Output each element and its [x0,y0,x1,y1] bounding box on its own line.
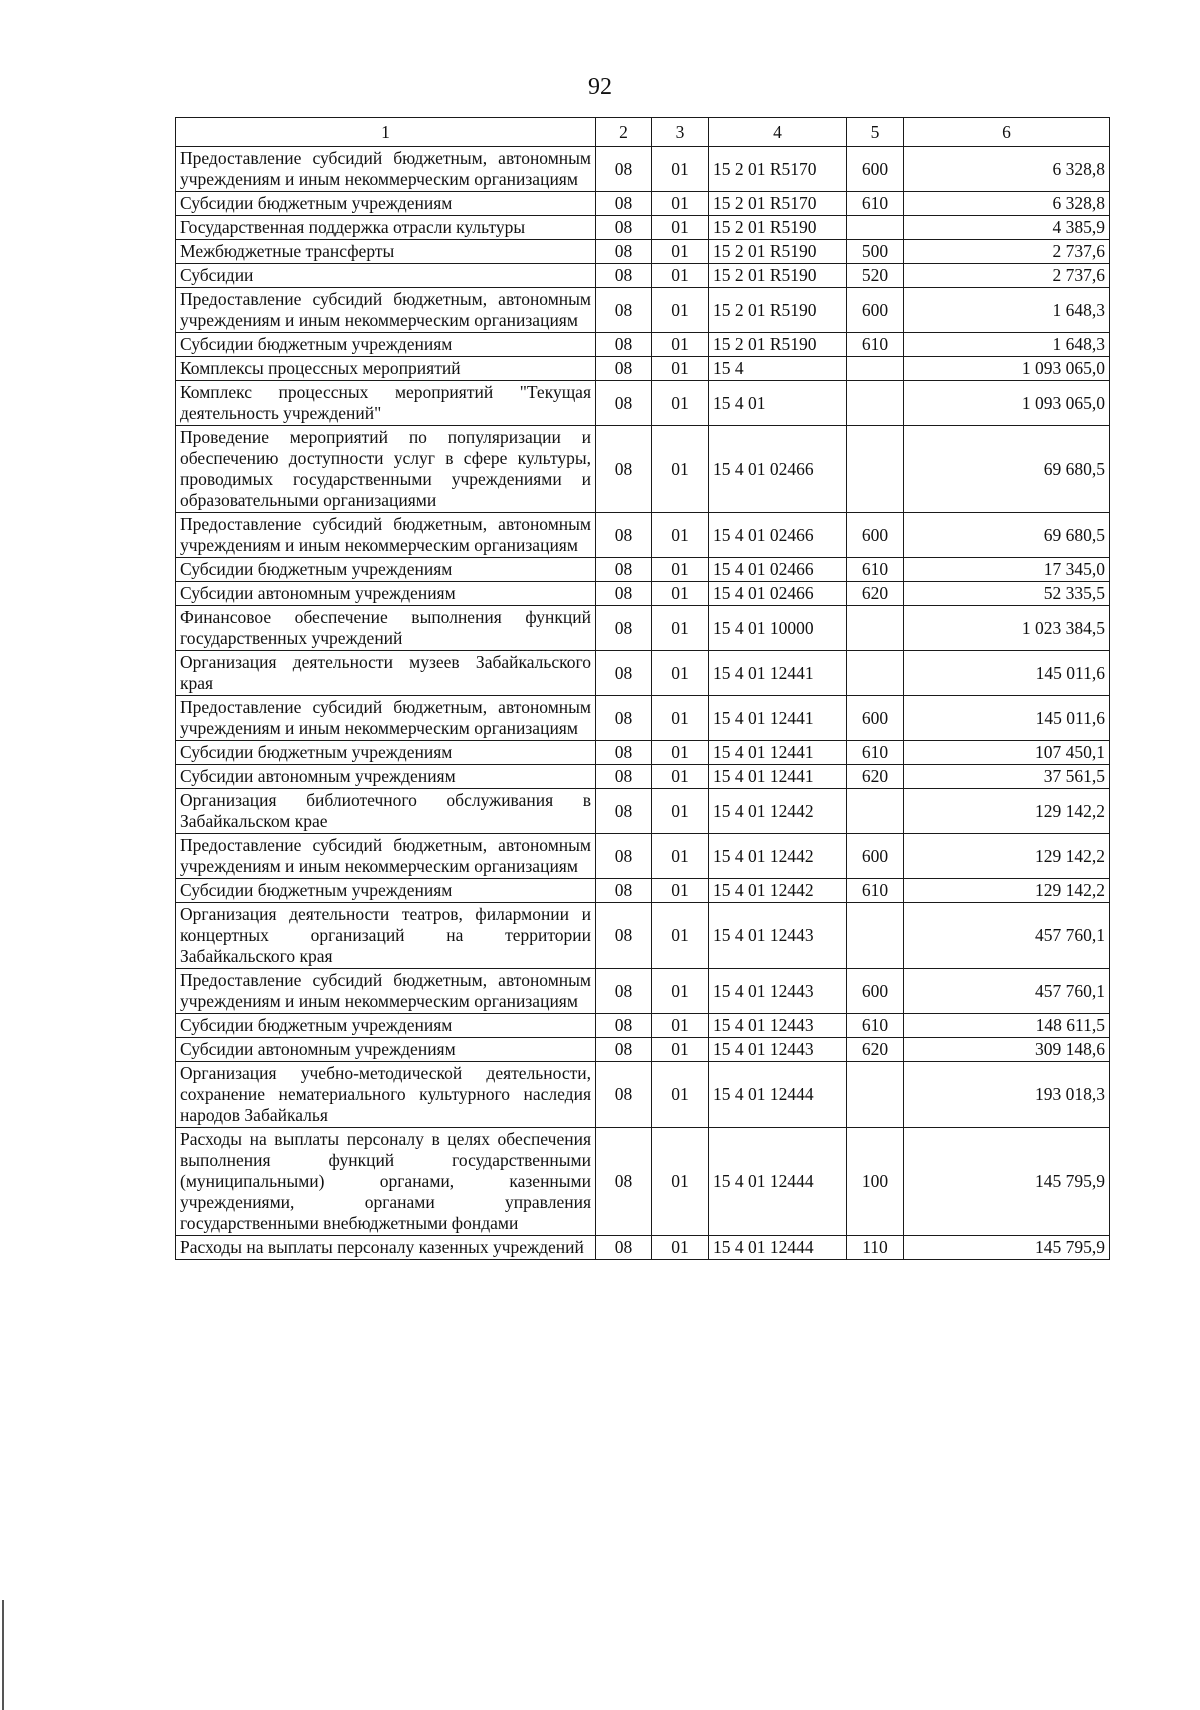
cell-expense-type [847,426,904,513]
cell-target-code: 15 4 01 02466 [709,426,847,513]
cell-subsection: 01 [652,240,709,264]
cell-section: 08 [596,147,652,192]
cell-name: Организация деятельности театров, филармонии и концертных организаций на территории Забайкальского края [176,903,596,969]
table-row [176,789,1110,834]
cell-section: 08 [596,1038,652,1062]
cell-expense-type: 600 [847,696,904,741]
table-row [176,765,1110,789]
cell-target-code: 15 4 01 10000 [709,606,847,651]
cell-expense-type: 110 [847,1236,904,1260]
header-col-4: 4 [709,118,847,147]
cell-section: 08 [596,741,652,765]
cell-target-code: 15 4 01 02466 [709,513,847,558]
table-row [176,192,1110,216]
cell-amount: 148 611,5 [904,1014,1110,1038]
cell-subsection: 01 [652,1062,709,1128]
cell-expense-type [847,903,904,969]
table-row [176,1038,1110,1062]
cell-amount: 52 335,5 [904,582,1110,606]
cell-expense-type [847,357,904,381]
cell-subsection: 01 [652,1014,709,1038]
cell-amount: 1 093 065,0 [904,381,1110,426]
cell-amount: 1 023 384,5 [904,606,1110,651]
cell-subsection: 01 [652,288,709,333]
cell-name: Субсидии бюджетным учреждениям [176,1014,596,1038]
cell-name: Субсидии автономным учреждениям [176,765,596,789]
cell-section: 08 [596,789,652,834]
cell-subsection: 01 [652,558,709,582]
cell-expense-type: 620 [847,582,904,606]
cell-name: Организация библиотечного обслуживания в Забайкальском крае [176,789,596,834]
cell-section: 08 [596,558,652,582]
table-header [176,118,1110,147]
cell-section: 08 [596,903,652,969]
cell-amount: 129 142,2 [904,879,1110,903]
cell-name: Субсидии [176,264,596,288]
cell-expense-type: 600 [847,147,904,192]
cell-name: Субсидии бюджетным учреждениям [176,741,596,765]
cell-section: 08 [596,1128,652,1236]
cell-target-code: 15 4 01 12443 [709,1014,847,1038]
cell-subsection: 01 [652,426,709,513]
cell-subsection: 01 [652,264,709,288]
cell-subsection: 01 [652,606,709,651]
table-row [176,333,1110,357]
table-row [176,651,1110,696]
table-row [176,357,1110,381]
cell-amount: 4 385,9 [904,216,1110,240]
cell-subsection: 01 [652,696,709,741]
table-row [176,903,1110,969]
cell-expense-type [847,1062,904,1128]
cell-subsection: 01 [652,357,709,381]
cell-subsection: 01 [652,969,709,1014]
cell-subsection: 01 [652,651,709,696]
cell-amount: 1 093 065,0 [904,357,1110,381]
cell-subsection: 01 [652,192,709,216]
cell-section: 08 [596,696,652,741]
table-row [176,969,1110,1014]
cell-subsection: 01 [652,879,709,903]
cell-expense-type: 500 [847,240,904,264]
cell-section: 08 [596,582,652,606]
cell-amount: 457 760,1 [904,969,1110,1014]
cell-name: Предоставление субсидий бюджетным, автономным учреждениям и иным некоммерческим организациям [176,147,596,192]
cell-name: Субсидии автономным учреждениям [176,1038,596,1062]
cell-amount: 309 148,6 [904,1038,1110,1062]
cell-target-code: 15 4 01 12443 [709,1038,847,1062]
header-col-6: 6 [904,118,1110,147]
cell-section: 08 [596,606,652,651]
table-row [176,288,1110,333]
cell-section: 08 [596,357,652,381]
table-row [176,834,1110,879]
scan-edge-line [2,1600,4,1710]
cell-name: Расходы на выплаты персоналу в целях обеспечения выполнения функций государственными (муниципальными) органами, казенными учреждениями, органами управления государственными внебюджетными фондами [176,1128,596,1236]
cell-section: 08 [596,1014,652,1038]
table-body [176,147,1110,1260]
cell-subsection: 01 [652,582,709,606]
cell-section: 08 [596,333,652,357]
cell-amount: 145 011,6 [904,651,1110,696]
cell-expense-type: 620 [847,765,904,789]
cell-amount: 6 328,8 [904,192,1110,216]
cell-amount: 2 737,6 [904,240,1110,264]
cell-name: Предоставление субсидий бюджетным, автономным учреждениям и иным некоммерческим организациям [176,513,596,558]
cell-target-code: 15 2 01 R5190 [709,264,847,288]
cell-section: 08 [596,513,652,558]
cell-amount: 145 795,9 [904,1236,1110,1260]
cell-expense-type: 610 [847,1014,904,1038]
cell-section: 08 [596,969,652,1014]
cell-name: Предоставление субсидий бюджетным, автономным учреждениям и иным некоммерческим организациям [176,834,596,879]
cell-target-code: 15 2 01 R5190 [709,333,847,357]
table-row [176,426,1110,513]
cell-section: 08 [596,1062,652,1128]
cell-expense-type: 610 [847,192,904,216]
cell-target-code: 15 4 01 12443 [709,969,847,1014]
table-row [176,582,1110,606]
table-row [176,741,1110,765]
cell-section: 08 [596,288,652,333]
table-row [176,240,1110,264]
cell-name: Предоставление субсидий бюджетным, автономным учреждениям и иным некоммерческим организациям [176,288,596,333]
cell-target-code: 15 4 01 02466 [709,582,847,606]
cell-subsection: 01 [652,1038,709,1062]
cell-amount: 129 142,2 [904,789,1110,834]
budget-table [175,117,1110,1260]
table-row [176,513,1110,558]
table-row [176,606,1110,651]
cell-subsection: 01 [652,216,709,240]
cell-name: Финансовое обеспечение выполнения функций государственных учреждений [176,606,596,651]
cell-amount: 129 142,2 [904,834,1110,879]
cell-amount: 1 648,3 [904,288,1110,333]
cell-amount: 145 795,9 [904,1128,1110,1236]
cell-target-code: 15 2 01 R5170 [709,192,847,216]
cell-subsection: 01 [652,765,709,789]
cell-name: Предоставление субсидий бюджетным, автономным учреждениям и иным некоммерческим организациям [176,696,596,741]
cell-amount: 17 345,0 [904,558,1110,582]
table-row [176,264,1110,288]
cell-name: Субсидии автономным учреждениям [176,582,596,606]
cell-amount: 2 737,6 [904,264,1110,288]
table-row [176,1128,1110,1236]
cell-section: 08 [596,240,652,264]
cell-name: Организация учебно-методической деятельности, сохранение нематериального культурного наследия народов Забайкалья [176,1062,596,1128]
cell-target-code: 15 4 01 12441 [709,765,847,789]
cell-expense-type: 610 [847,558,904,582]
table-row [176,558,1110,582]
cell-section: 08 [596,765,652,789]
table-row [176,1236,1110,1260]
cell-name: Расходы на выплаты персоналу казенных учреждений [176,1236,596,1260]
cell-target-code: 15 2 01 R5190 [709,288,847,333]
cell-subsection: 01 [652,333,709,357]
cell-name: Комплекс процессных мероприятий "Текущая деятельность учреждений" [176,381,596,426]
header-col-1: 1 [176,118,596,147]
cell-expense-type: 610 [847,333,904,357]
cell-target-code: 15 4 01 12444 [709,1236,847,1260]
cell-target-code: 15 4 01 12442 [709,789,847,834]
cell-target-code: 15 4 01 12441 [709,696,847,741]
cell-target-code: 15 4 01 12441 [709,651,847,696]
table-row [176,879,1110,903]
cell-expense-type [847,606,904,651]
header-col-5: 5 [847,118,904,147]
table-row [176,1014,1110,1038]
cell-section: 08 [596,192,652,216]
cell-target-code: 15 4 01 12441 [709,741,847,765]
cell-expense-type: 100 [847,1128,904,1236]
cell-subsection: 01 [652,513,709,558]
cell-subsection: 01 [652,381,709,426]
header-row [176,118,1110,147]
cell-amount: 107 450,1 [904,741,1110,765]
table-row [176,1062,1110,1128]
cell-section: 08 [596,834,652,879]
cell-name: Предоставление субсидий бюджетным, автономным учреждениям и иным некоммерческим организациям [176,969,596,1014]
cell-target-code: 15 2 01 R5190 [709,216,847,240]
table-row [176,381,1110,426]
cell-expense-type [847,381,904,426]
cell-target-code: 15 4 01 02466 [709,558,847,582]
cell-amount: 193 018,3 [904,1062,1110,1128]
cell-target-code: 15 4 01 12443 [709,903,847,969]
cell-expense-type: 600 [847,288,904,333]
cell-name: Межбюджетные трансферты [176,240,596,264]
cell-expense-type: 610 [847,879,904,903]
table-row [176,147,1110,192]
cell-expense-type: 610 [847,741,904,765]
cell-amount: 37 561,5 [904,765,1110,789]
cell-target-code: 15 4 01 [709,381,847,426]
cell-amount: 145 011,6 [904,696,1110,741]
cell-target-code: 15 4 01 12444 [709,1128,847,1236]
table-row [176,696,1110,741]
cell-subsection: 01 [652,834,709,879]
cell-section: 08 [596,426,652,513]
cell-target-code: 15 4 01 12444 [709,1062,847,1128]
cell-subsection: 01 [652,147,709,192]
cell-section: 08 [596,879,652,903]
cell-target-code: 15 4 01 12442 [709,834,847,879]
cell-subsection: 01 [652,1236,709,1260]
cell-name: Субсидии бюджетным учреждениям [176,192,596,216]
cell-target-code: 15 4 01 12442 [709,879,847,903]
cell-expense-type [847,216,904,240]
cell-name: Государственная поддержка отрасли культуры [176,216,596,240]
cell-amount: 69 680,5 [904,426,1110,513]
cell-amount: 457 760,1 [904,903,1110,969]
cell-expense-type [847,651,904,696]
cell-section: 08 [596,216,652,240]
cell-expense-type: 600 [847,513,904,558]
page-number: 92 [588,74,612,100]
cell-target-code: 15 2 01 R5170 [709,147,847,192]
cell-amount: 69 680,5 [904,513,1110,558]
cell-name: Проведение мероприятий по популяризации и обеспечению доступности услуг в сфере культуры, проводимых государственными учреждениями и образовательными организациями [176,426,596,513]
cell-subsection: 01 [652,741,709,765]
header-col-2: 2 [596,118,652,147]
cell-subsection: 01 [652,789,709,834]
cell-subsection: 01 [652,903,709,969]
cell-section: 08 [596,1236,652,1260]
cell-section: 08 [596,381,652,426]
cell-name: Организация деятельности музеев Забайкальского края [176,651,596,696]
cell-expense-type: 620 [847,1038,904,1062]
cell-name: Субсидии бюджетным учреждениям [176,333,596,357]
cell-name: Субсидии бюджетным учреждениям [176,558,596,582]
cell-amount: 1 648,3 [904,333,1110,357]
cell-expense-type: 520 [847,264,904,288]
cell-subsection: 01 [652,1128,709,1236]
cell-expense-type [847,789,904,834]
cell-expense-type: 600 [847,969,904,1014]
cell-expense-type: 600 [847,834,904,879]
cell-section: 08 [596,651,652,696]
cell-section: 08 [596,264,652,288]
cell-amount: 6 328,8 [904,147,1110,192]
cell-target-code: 15 4 [709,357,847,381]
table-row [176,216,1110,240]
cell-target-code: 15 2 01 R5190 [709,240,847,264]
header-col-3: 3 [652,118,709,147]
cell-name: Субсидии бюджетным учреждениям [176,879,596,903]
cell-name: Комплексы процессных мероприятий [176,357,596,381]
